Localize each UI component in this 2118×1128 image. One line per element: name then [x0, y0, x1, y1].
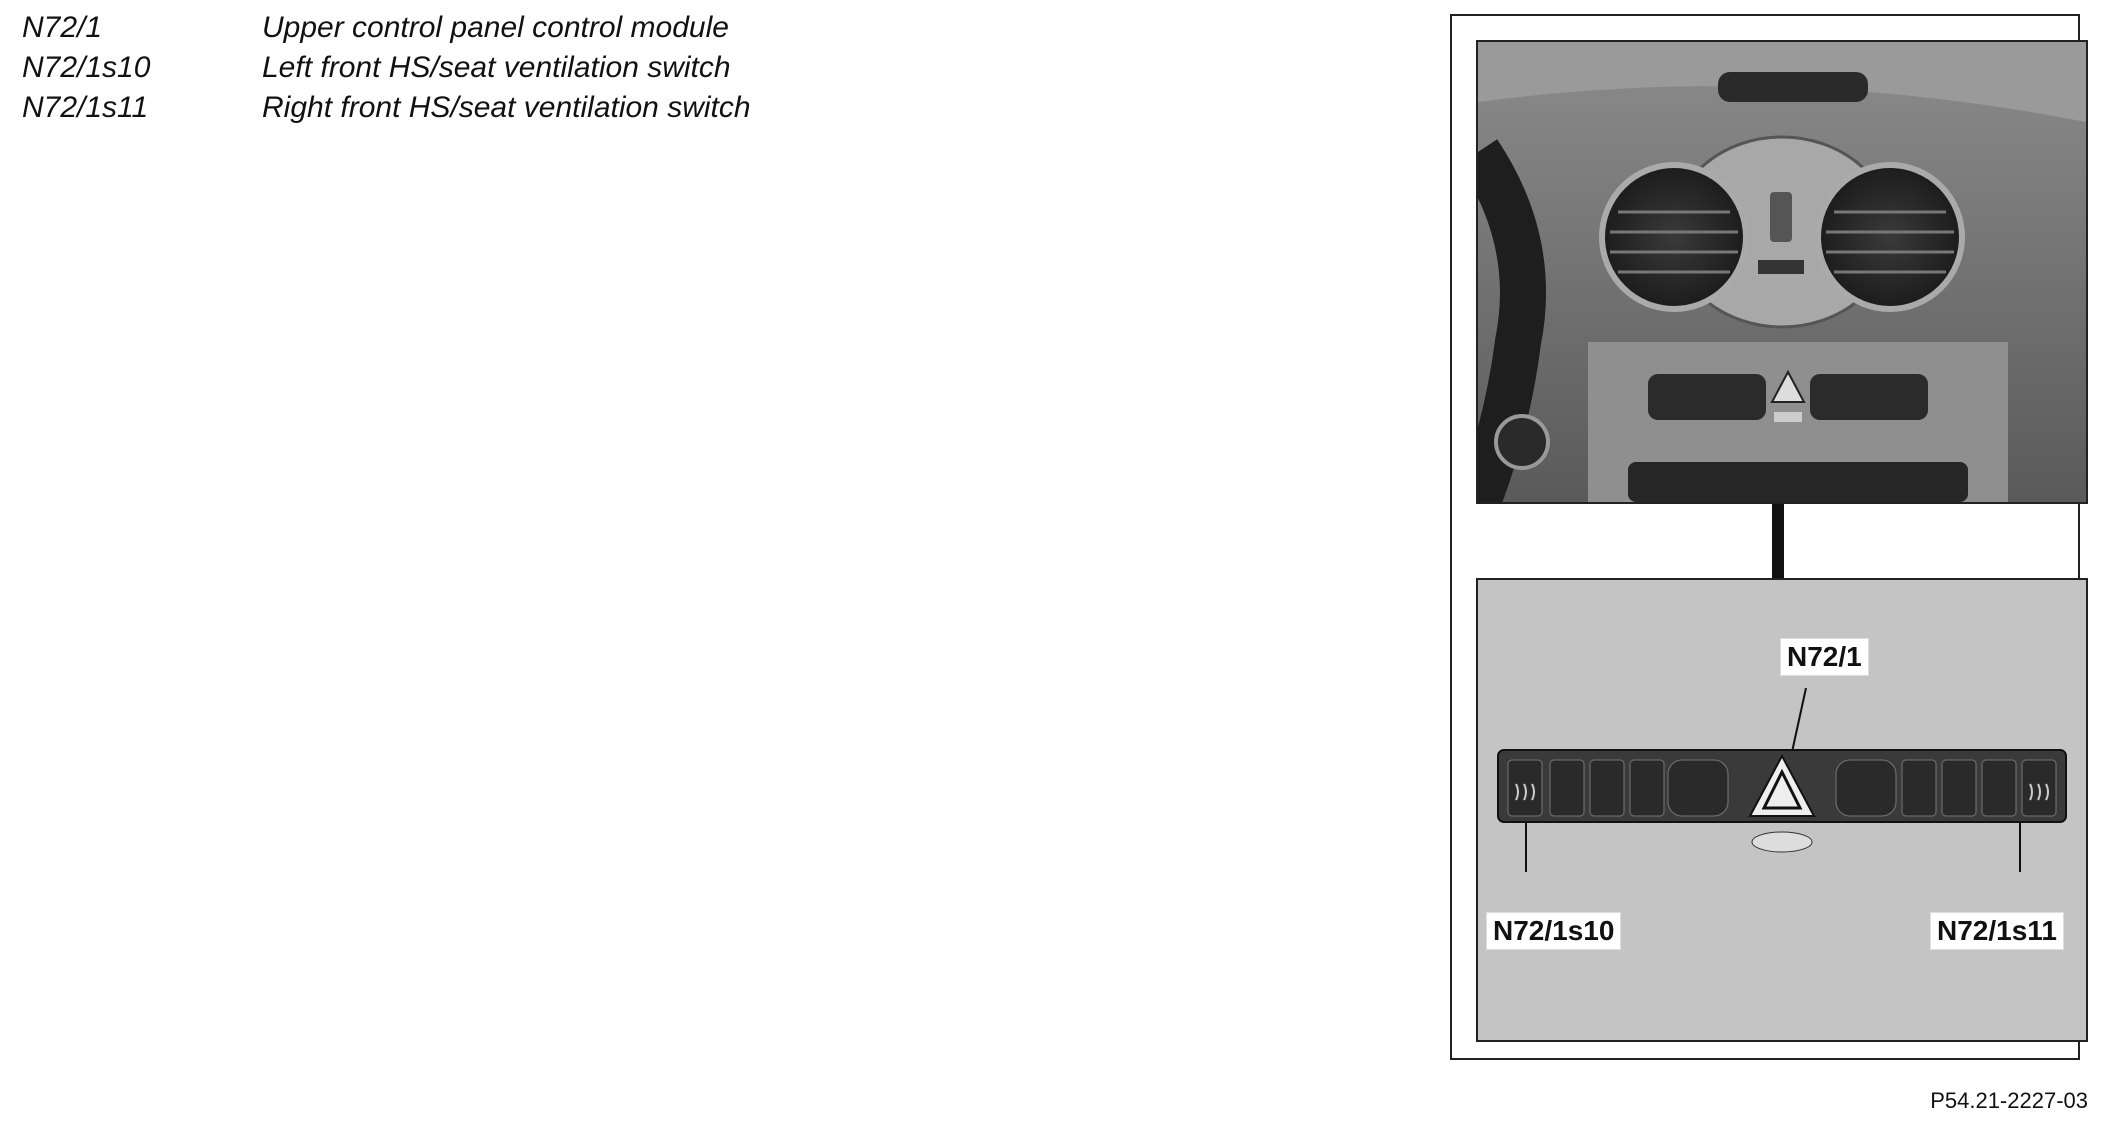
legend-code: N72/1 — [22, 11, 103, 44]
right-switch-group — [1810, 374, 1928, 420]
callout-pointer — [1772, 504, 1784, 580]
leader-line-module — [1792, 688, 1806, 752]
left-button-bank — [1508, 760, 1728, 816]
audio-unit — [1628, 462, 1968, 502]
legend-code: N72/1s11 — [22, 91, 149, 124]
legend-description: Upper control panel control module — [262, 11, 729, 44]
legend-description: Right front HS/seat ventilation switch — [262, 91, 751, 124]
legend-row-module — [22, 8, 751, 48]
hazard-lamp-small — [1774, 412, 1802, 422]
legend-row-left-switch — [22, 48, 751, 88]
callout-n72-1s11: N72/1s11 — [1930, 912, 2064, 950]
ignition-switch — [1496, 416, 1548, 468]
right-air-vent — [1818, 165, 1962, 309]
legend-row-right-switch — [22, 88, 751, 128]
callout-n72-1s10: N72/1s10 — [1486, 912, 1621, 950]
callout-n72-1: N72/1 — [1780, 638, 1869, 676]
legend — [22, 8, 751, 128]
left-air-vent — [1602, 165, 1746, 309]
legend-description: Left front HS/seat ventilation switch — [262, 51, 731, 84]
dashboard-illustration — [1478, 42, 2086, 502]
hazard-indicator-lamp — [1752, 832, 1812, 852]
legend-code: N72/1s10 — [22, 51, 151, 84]
defrost-vent — [1718, 72, 1868, 102]
left-switch-group — [1648, 374, 1766, 420]
right-button-bank — [1836, 760, 2056, 816]
center-indicator — [1758, 260, 1804, 274]
center-vent-control — [1770, 192, 1792, 242]
figure-id: P54.21-2227-03 — [1930, 1088, 2088, 1113]
dashboard-photo — [1476, 40, 2088, 504]
